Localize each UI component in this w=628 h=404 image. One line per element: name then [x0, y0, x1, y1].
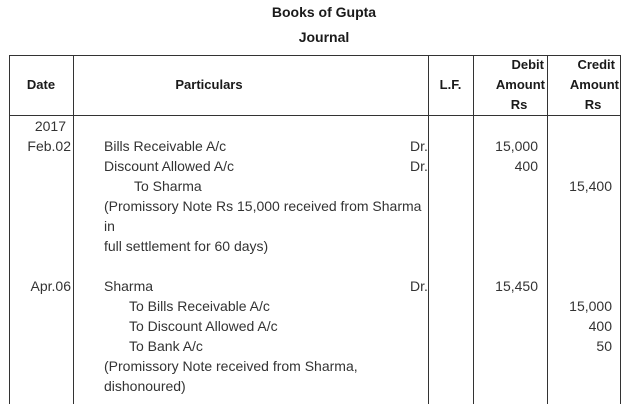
header-credit-2: Amount	[569, 77, 619, 92]
header-credit-1: Credit	[577, 57, 615, 72]
entry2-account: Sharma	[104, 278, 154, 294]
entry2-credit: 400	[588, 318, 612, 334]
entry1-narration: (Promissory Note Rs 15,000 received from Sharma	[104, 198, 422, 214]
journal-title: Journal	[298, 29, 350, 45]
header-lf: L.F.	[439, 77, 462, 92]
entry2-dr: Dr.	[410, 278, 428, 294]
entry1-account: Bills Receivable A/c	[104, 138, 227, 154]
header-date: Date	[26, 77, 56, 92]
column-divider	[428, 55, 429, 404]
column-divider	[9, 55, 10, 404]
entry1-credit-account: To Sharma	[134, 178, 202, 194]
entry1-date: Feb.02	[27, 138, 71, 154]
entry2-credit: 50	[596, 338, 612, 354]
entry2-credit-account: To Bills Receivable A/c	[129, 298, 270, 314]
entry1-dr: Dr.	[410, 138, 428, 154]
entry2-narration: (Promissory Note received from Sharma,	[104, 358, 358, 374]
entry2-credit-account: To Discount Allowed A/c	[129, 318, 278, 334]
entry1-narration: full settlement for 60 days)	[104, 238, 269, 254]
entry2-debit: 15,450	[495, 278, 538, 294]
header-debit-1: Debit	[511, 57, 544, 72]
header-bottom-border	[9, 115, 621, 116]
header-particulars: Particulars	[175, 77, 243, 92]
book-title: Books of Gupta	[271, 4, 377, 20]
entry1-account: Discount Allowed A/c	[104, 158, 234, 174]
entry1-credit: 15,400	[569, 178, 612, 194]
entry1-dr: Dr.	[410, 158, 428, 174]
entry2-credit: 15,000	[569, 298, 612, 314]
entry1-year: 2017	[34, 118, 66, 134]
entry2-narration: dishonoured)	[104, 378, 186, 394]
entry1-debit: 400	[514, 158, 538, 174]
header-debit-2: Amount	[495, 77, 545, 92]
header-credit-3: Rs	[584, 97, 602, 112]
header-debit-3: Rs	[510, 97, 528, 112]
entry1-narration: in	[104, 218, 115, 234]
entry1-debit: 15,000	[495, 138, 538, 154]
entry2-credit-account: To Bank A/c	[129, 338, 203, 354]
entry2-date: Apr.06	[30, 278, 71, 294]
column-divider	[73, 55, 74, 404]
